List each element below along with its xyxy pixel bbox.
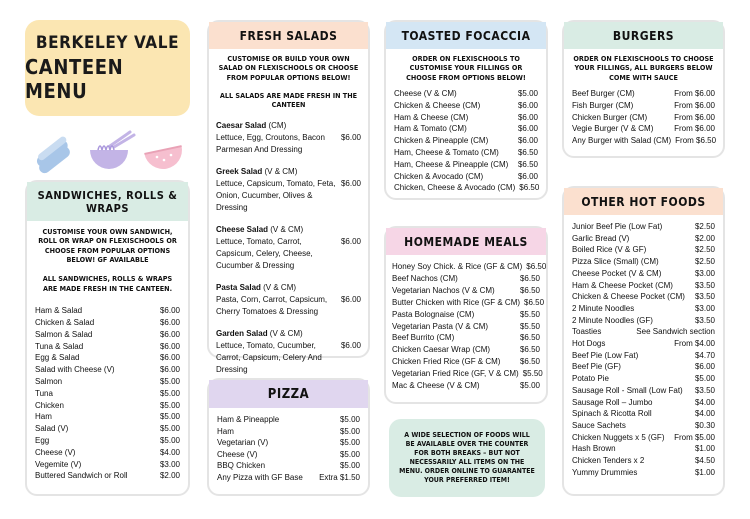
menu-item-price: $5.00 (339, 449, 360, 459)
menu-item-name: Egg & Salad (35, 353, 80, 363)
salads-intro-fresh: ALL SALADS ARE MADE FRESH IN THE CANTEEN (219, 91, 358, 110)
menu-item-row (572, 420, 715, 432)
menu-item-row (572, 455, 715, 467)
homemade-list (386, 255, 546, 392)
menu-item-name: Cheese (V) (217, 449, 258, 459)
menu-item-row (394, 123, 538, 135)
menu-item-name: Cheese (V) (35, 447, 76, 457)
menu-item-price: $6.00 (694, 362, 715, 372)
menu-item-price: $6.50 (519, 285, 540, 295)
menu-item-name: Beef Burrito (CM) (392, 333, 455, 343)
menu-item-price: From $6.50 (675, 136, 717, 146)
menu-item-name: Ham & Tomato (CM) (394, 124, 467, 134)
menu-item-name: Pasta Bolognaise (CM) (392, 309, 475, 319)
sandwiches-card (25, 180, 190, 496)
menu-item-row (217, 437, 360, 449)
menu-item-row (572, 100, 715, 112)
salad-item-tag: (V & CM) (267, 328, 303, 338)
menu-item-row (572, 112, 715, 124)
menu-item-price: $6.50 (519, 273, 540, 283)
menu-item-row (572, 280, 715, 292)
menu-item-row (392, 332, 540, 344)
menu-item-name: Chicken Tenders x 2 (572, 456, 645, 466)
menu-item-row (392, 285, 540, 297)
menu-item-name: Junior Beef Pie (Low Fat) (572, 222, 663, 231)
menu-item-row (394, 147, 538, 159)
menu-item-price: $5.00 (517, 89, 538, 99)
hot-foods-list (564, 215, 723, 478)
notice-box (389, 419, 545, 497)
menu-item-price: $6.00 (159, 341, 180, 351)
menu-item-row (572, 233, 715, 245)
menu-item-price: $5.00 (339, 415, 360, 424)
menu-item-price: $5.00 (339, 438, 360, 448)
menu-item-price: $3.00 (159, 459, 180, 469)
menu-item-name: Vegemite (V) (35, 459, 82, 469)
menu-item-row (217, 449, 360, 461)
hotdog-icon (35, 135, 72, 175)
menu-item-name: Buttered Sandwich or Roll (35, 471, 128, 481)
menu-item-row (35, 459, 180, 471)
menu-item-price: From $4.00 (674, 339, 715, 349)
menu-item-price: $6.00 (517, 124, 538, 134)
menu-item-name: Beef Pie (GF) (572, 362, 621, 372)
menu-item-row (572, 467, 715, 479)
menu-item-name: 2 Minute Noodles (GF) (572, 315, 653, 325)
menu-item-price: $6.00 (159, 329, 180, 339)
menu-item-row (35, 305, 180, 317)
menu-item-row (392, 297, 545, 309)
menu-item-name: Vegetarian Fried Rice (GF, V & CM) (392, 369, 519, 379)
menu-item-row (35, 376, 180, 388)
menu-item-price: From $6.00 (674, 112, 715, 122)
salad-item-description: Lettuce, Tomato, Carrot, Capsicum, Celery, Cheese, Cucumber & Dressing (216, 236, 313, 270)
menu-item-price: $6.00 (159, 353, 180, 363)
menu-item-name: Ham & Cheese Pocket (CM) (572, 280, 673, 290)
menu-item-price: $0.30 (694, 420, 715, 430)
menu-item-row (394, 159, 538, 171)
sandwiches-intro: CUSTOMISE YOUR OWN SANDWICH, ROLL OR WRAP ON FLEXISCHOOLS OR CHOOSE FROM POPULAR OPTIONS BELOW! GF AVAILABLE (38, 227, 177, 265)
menu-item-row (572, 303, 715, 315)
menu-item-row (572, 135, 715, 147)
homemade-heading: HOMEMADE MEALS (386, 228, 546, 255)
menu-item-name: Salmon & Salad (35, 329, 93, 339)
menu-item-name: Honey Soy Chick. & Rice (GF & CM) (392, 262, 523, 271)
menu-item-row (392, 368, 543, 380)
menu-item-row (572, 123, 715, 135)
salad-item (216, 328, 361, 376)
menu-item-price: From $6.00 (674, 124, 715, 134)
menu-item-name: Boiled Rice (V & GF) (572, 245, 647, 255)
menu-item-name: Yummy Drummies (572, 467, 638, 477)
menu-item-price: $6.50 (519, 357, 540, 367)
menu-item-name: Ham, Cheese & Tomato (CM) (394, 148, 499, 158)
menu-item-price: $5.50 (519, 309, 540, 319)
menu-item-name: Chicken & Cheese Pocket (CM) (572, 292, 685, 302)
notice-text: A WIDE SELECTION OF FOODS WILL BE AVAILABLE OVER THE COUNTER FOR BOTH BREAKS – BUT NOT NECESSARILY ALL ITEMS ON THE MENU. ORDER ONLINE TO GUARANTEE YOUR PREFERRED ITEM! (399, 430, 535, 485)
menu-item-name: Vegetarian Nachos (V & CM) (392, 285, 495, 295)
menu-item-name: Ham & Salad (35, 306, 83, 316)
menu-item-row (392, 273, 540, 285)
menu-item-name: Chicken Burger (CM) (572, 112, 648, 122)
menu-item-row (35, 388, 180, 400)
menu-item-price: See Sandwich section (636, 327, 715, 337)
menu-item-price: From $5.00 (674, 432, 715, 442)
menu-item-name: Any Burger with Salad (CM) (572, 136, 672, 146)
menu-title-line1: BERKELEY VALE (35, 33, 180, 53)
menu-item-price: $2.00 (694, 233, 715, 243)
menu-item-name: Chicken (35, 400, 64, 410)
pizza-heading: PIZZA (209, 380, 368, 408)
salad-item-name (216, 224, 361, 236)
salad-item (216, 282, 361, 318)
menu-item-price: $2.50 (694, 222, 715, 231)
menu-item-name: Pizza Slice (Small) (CM) (572, 257, 659, 267)
salad-item-description: Pasta, Corn, Carrot, Capsicum, Cherry Tomatoes & Dressing (216, 294, 328, 316)
menu-item-row (217, 426, 360, 438)
menu-item-name: Cheese Pocket (V & CM) (572, 268, 662, 278)
menu-item-price: $5.00 (339, 426, 360, 436)
menu-item-row (394, 171, 538, 183)
salad-item-name (216, 120, 361, 132)
menu-item-price: $5.00 (519, 381, 540, 391)
menu-item-row (35, 364, 180, 376)
menu-item-row (392, 380, 540, 392)
menu-item-price: From $6.00 (674, 100, 715, 110)
menu-item-price: $3.00 (694, 303, 715, 313)
focaccia-list (386, 82, 546, 194)
salad-item-name (216, 282, 361, 294)
menu-item-row (572, 291, 715, 303)
salad-item-price: $6.00 (340, 132, 361, 142)
menu-item-row (572, 408, 715, 420)
menu-item-price: $3.00 (694, 268, 715, 278)
menu-item-row (35, 411, 180, 423)
menu-item-price: $4.70 (694, 350, 715, 360)
sandwiches-list (27, 293, 188, 482)
menu-item-row (392, 321, 540, 333)
menu-item-name: Sausage Roll - Small (Low Fat) (572, 385, 683, 395)
menu-item-name: Chicken Caesar Wrap (CM) (392, 345, 491, 355)
menu-item-name: Vegie Burger (V & CM) (572, 124, 654, 134)
menu-item-row (572, 221, 715, 233)
menu-item-name: BBQ Chicken (217, 461, 266, 471)
homemade-card (384, 226, 548, 404)
menu-item-name: Potato Pie (572, 374, 609, 384)
menu-item-row (572, 256, 715, 268)
menu-item-price: $6.00 (159, 306, 180, 316)
menu-item-price: $2.50 (694, 245, 715, 255)
menu-item-price: $6.00 (159, 365, 180, 375)
menu-item-name: Chicken & Avocado (CM) (394, 171, 484, 181)
salads-card (207, 20, 370, 374)
menu-item-name: Cheese (V & CM) (394, 89, 457, 99)
menu-item-row (35, 400, 180, 412)
menu-title-line2: CANTEEN MENU (25, 55, 124, 103)
menu-item-price: $5.00 (159, 412, 180, 422)
salads-list (209, 110, 368, 376)
menu-item-name: Vegetarian Pasta (V & CM) (392, 321, 489, 331)
menu-item-price: $3.50 (694, 280, 715, 290)
menu-item-price: $1.00 (694, 467, 715, 477)
menu-item-price: $3.50 (694, 385, 715, 395)
salad-item-description: Lettuce, Capsicum, Tomato, Feta, Onion, Cucumber, Olives & Dressing (216, 178, 336, 212)
salad-item-title: Caesar Salad (216, 120, 267, 130)
menu-item-price: $6.00 (517, 112, 538, 122)
menu-item-row (35, 447, 180, 459)
menu-item-name: Fish Burger (CM) (572, 100, 634, 110)
menu-item-row (394, 135, 538, 147)
menu-item-name: Chicken & Cheese (CM) (394, 100, 481, 110)
sandwiches-intro-fresh: ALL SANDWICHES, ROLLS & WRAPS ARE MADE FRESH IN THE CANTEEN. (42, 274, 173, 293)
salad-item-tag: (CM) (266, 120, 287, 130)
menu-item-row (392, 309, 540, 321)
focaccia-heading: TOASTED FOCACCIA (386, 22, 546, 49)
menu-item-row (394, 88, 538, 100)
salads-intro: CUSTOMISE OR BUILD YOUR OWN SALAD ON FLEXISCHOOLS OR CHOOSE FROM POPULAR OPTIONS BELOW! (218, 54, 359, 82)
menu-item-price: $5.00 (694, 374, 715, 384)
focaccia-card (384, 20, 548, 200)
menu-item-name: Salmon (35, 376, 63, 386)
menu-item-price: $5.00 (159, 435, 180, 445)
menu-item-row (35, 317, 180, 329)
menu-item-name: Chicken, Cheese & Avocado (CM) (394, 183, 516, 193)
menu-item-price: $4.00 (694, 409, 715, 419)
menu-item-name: 2 Minute Noodles (572, 303, 635, 313)
menu-item-name: Garlic Bread (V) (572, 233, 630, 243)
menu-item-name: Tuna & Salad (35, 341, 84, 351)
menu-item-row (394, 100, 538, 112)
salad-item-price: $6.00 (340, 294, 361, 304)
salad-item-title: Garden Salad (216, 328, 268, 338)
menu-item-price: $4.50 (694, 456, 715, 466)
menu-item-row (572, 373, 715, 385)
salads-heading: FRESH SALADS (209, 22, 368, 49)
menu-item-price: $6.50 (517, 159, 538, 169)
menu-item-name: Butter Chicken with Rice (GF & CM) (392, 297, 521, 307)
menu-item-row (572, 397, 715, 409)
menu-item-row (392, 261, 547, 273)
salad-item (216, 120, 361, 156)
menu-item-name: Any Pizza with GF Base (217, 472, 303, 482)
menu-item-price: $2.00 (159, 471, 180, 481)
menu-item-name: Spinach & Ricotta Roll (572, 409, 652, 419)
menu-item-price: $4.00 (694, 397, 715, 407)
menu-item-row (572, 443, 715, 455)
menu-item-row (572, 315, 715, 327)
salad-item-description: Lettuce, Egg, Croutons, Bacon Parmesan And Dressing (216, 132, 325, 154)
menu-item-row (217, 414, 360, 426)
burgers-heading: BURGERS (564, 22, 723, 49)
salad-item-description: Lettuce, Tomato, Cucumber, Carrot, Capsicum, Celery And Dressing (216, 340, 322, 374)
sandwiches-heading: SANDWICHES, ROLLS & WRAPS (27, 182, 188, 221)
menu-item-price: $3.50 (694, 315, 715, 325)
noodles-icon (90, 132, 134, 169)
menu-item-name: Hash Brown (572, 444, 616, 454)
menu-item-name: Chicken & Salad (35, 317, 95, 327)
menu-item-name: Ham (35, 412, 52, 422)
salad-item-tag: (V & CM) (268, 224, 304, 234)
burgers-list (564, 82, 723, 147)
menu-item-price: $6.50 (524, 297, 545, 307)
hot-foods-card (562, 186, 725, 496)
salad-item-title: Greek Salad (216, 166, 263, 176)
salad-item-title: Cheese Salad (216, 224, 269, 234)
salad-item-title: Pasta Salad (216, 282, 261, 292)
menu-item-price: $4.00 (159, 447, 180, 457)
menu-item-row (394, 112, 538, 124)
menu-item-name: Sauce Sachets (572, 420, 626, 430)
menu-item-name: Sausage Roll – Jumbo (572, 397, 653, 407)
menu-item-row (392, 344, 540, 356)
menu-item-name: Chicken Fried Rice (GF & CM) (392, 357, 501, 367)
menu-item-row (394, 182, 538, 194)
menu-item-name: Salad (V) (35, 424, 69, 434)
menu-item-name: Egg (35, 435, 50, 445)
menu-item-price: $2.50 (694, 257, 715, 267)
menu-item-price: $5.00 (159, 400, 180, 410)
salad-item-tag: (V & CM) (262, 166, 298, 176)
menu-item-name: Mac & Cheese (V & CM) (392, 381, 480, 391)
menu-item-row (35, 435, 180, 447)
salad-item (216, 166, 361, 214)
burgers-card (562, 20, 725, 158)
menu-item-row (572, 385, 715, 397)
focaccia-intro: ORDER ON FLEXISCHOOLS TO CUSTOMISE YOUR FILLINGS OR CHOOSE FROM OPTIONS BELOW! (406, 54, 526, 82)
menu-item-name: Tuna (35, 388, 53, 398)
menu-item-row (217, 472, 360, 484)
salad-item-name (216, 166, 361, 178)
menu-item-price: $6.00 (517, 171, 538, 181)
menu-item-price: $5.50 (522, 369, 543, 379)
watermelon-icon (144, 146, 185, 172)
menu-item-price: Extra $1.50 (319, 472, 360, 482)
salad-item-name (216, 328, 361, 340)
menu-item-name: Ham (217, 426, 234, 436)
menu-item-row (572, 244, 715, 256)
menu-item-price: From $6.00 (674, 89, 715, 99)
menu-item-name: Chicken & Pineapple (CM) (394, 136, 489, 146)
menu-item-price: $6.50 (519, 345, 540, 355)
pizza-card (207, 378, 370, 496)
menu-item-row (392, 356, 540, 368)
menu-item-name: Ham & Cheese (CM) (394, 112, 469, 122)
menu-item-price: $6.50 (519, 333, 540, 343)
menu-item-name: Chicken Nuggets x 5 (GF) (572, 432, 665, 442)
salad-item (216, 224, 361, 272)
menu-item-row (572, 338, 715, 350)
menu-item-name: Salad with Cheese (V) (35, 365, 115, 375)
menu-item-row (572, 361, 715, 373)
menu-item-name: Beef Pie (Low Fat) (572, 350, 639, 360)
menu-item-price: $5.00 (159, 424, 180, 434)
menu-item-row (572, 432, 715, 444)
hot-foods-heading: OTHER HOT FOODS (564, 188, 723, 215)
menu-item-row (572, 88, 715, 100)
menu-item-price: $5.00 (159, 388, 180, 398)
menu-item-name: Beef Nachos (CM) (392, 273, 458, 283)
food-icons (28, 130, 188, 172)
menu-item-row (572, 350, 715, 362)
menu-item-price: $6.00 (517, 100, 538, 110)
menu-item-row (35, 423, 180, 435)
menu-item-row (35, 329, 180, 341)
menu-item-row (35, 341, 180, 353)
salad-item-price: $6.00 (340, 340, 361, 350)
menu-item-price: $5.00 (339, 461, 360, 471)
menu-item-price: $5.00 (159, 376, 180, 386)
menu-item-row (35, 352, 180, 364)
menu-item-name: Hot Dogs (572, 339, 606, 349)
menu-item-name: Toasties (572, 327, 602, 337)
menu-item-name: Ham & Pineapple (217, 415, 280, 424)
menu-item-row (217, 460, 360, 472)
burgers-intro: ORDER ON FLEXISCHOOLS TO CHOOSE YOUR FILLINGS, ALL BURGERS BELOW COME WITH SAUCE (573, 54, 714, 82)
menu-item-price: $6.50 (526, 262, 547, 271)
menu-item-price: $5.50 (519, 321, 540, 331)
salad-item-price: $6.00 (340, 178, 361, 188)
salad-item-tag: (V & CM) (260, 282, 297, 292)
salad-item-price: $6.00 (340, 236, 361, 246)
menu-item-row (572, 326, 715, 338)
menu-item-name: Beef Burger (CM) (572, 89, 635, 99)
menu-item-name: Ham, Cheese & Pineapple (CM) (394, 159, 509, 169)
menu-item-price: $1.00 (694, 444, 715, 454)
menu-item-name: Vegetarian (V) (217, 438, 269, 448)
menu-title-box (25, 20, 190, 116)
pizza-list (209, 408, 368, 484)
menu-item-price: $3.50 (694, 292, 715, 302)
menu-item-row (572, 268, 715, 280)
menu-item-row (35, 470, 180, 482)
menu-item-price: $6.00 (517, 136, 538, 146)
menu-item-price: $6.50 (517, 148, 538, 158)
menu-item-price: $6.50 (519, 183, 540, 193)
menu-item-price: $6.00 (159, 317, 180, 327)
